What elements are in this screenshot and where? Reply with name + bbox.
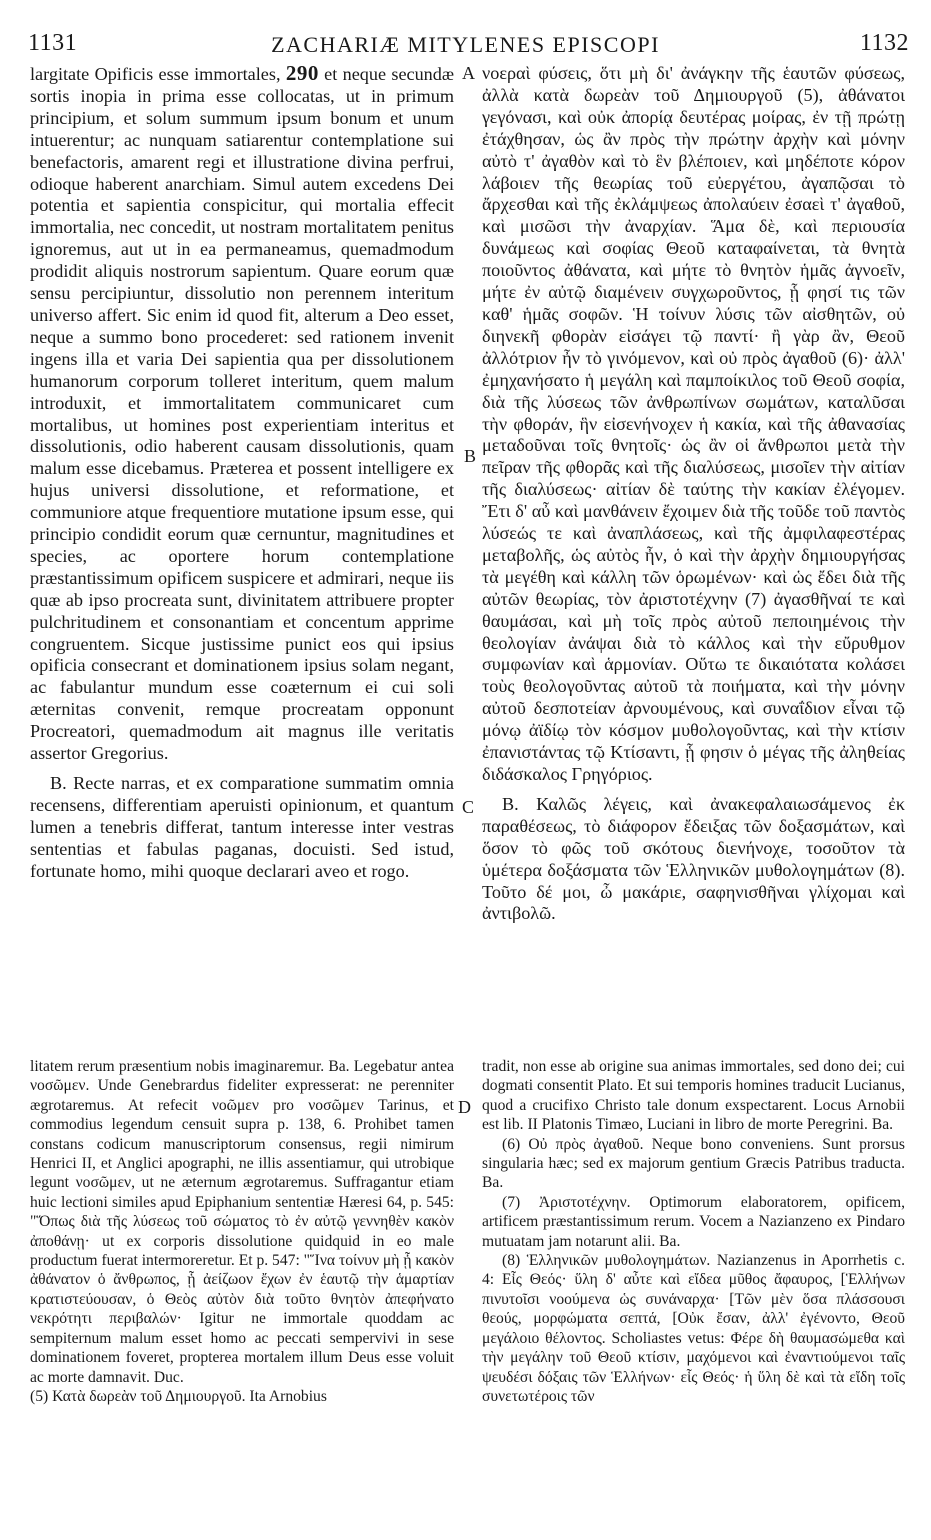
latin-paragraph-2: B. Recte narras, et ex comparatione summatim omnia recensens, differentiam aperuisti opinionum, et quantum lumen a tenebris differat, tantum interesse inter vestras sententias et fabulas paganas, docuisti. Sed istud, fortunate homo, mihi quoque declarari aveo et rogo. xyxy=(30,773,454,881)
footnote-6: (6) Οὐ πρὸς ἀγαθοῦ. Neque bono conveniens. Sunt prorsus singularia hæc; sed ex majorum gentium Græcis Patribus traducta. Ba. xyxy=(482,1135,905,1192)
footnotes-right xyxy=(482,1057,905,1406)
running-title: ZACHARIÆ MITYLENES EPISCOPI xyxy=(271,32,660,57)
footnote-5-continued: tradit, non esse ab origine sua animas immortales, sed dono dei; cui dogmati consentit Plato. Et sui temporis homines traducit Lucianus, quod a crucifixo Christo tale donum exspectarent. Locus Arnobii est lib. II Platonis Timæo, Luciani in libro de morte Peregrini. Ba. xyxy=(482,1058,905,1134)
margin-marker-b: B xyxy=(464,446,477,466)
margin-marker-c: C xyxy=(462,797,475,817)
latin-paragraph-1-start: largitate Opificis esse immortales, xyxy=(30,64,281,84)
latin-paragraph-1-rest: et neque secundæ sortis inopia in prima esse collocatas, ut in primum principium, et solum summum ipsum bonum et unum intuerentur; ac nunquam satiarentur contemplatione sui benefactoris, amarent regi et illustratione divina perfrui, odioque haberent anarchiam. Simul autem excedens Dei potentia et sapientia conspicitur, qui mortalia effecit immortalia, nec concedit, ut nostram mortalitatem penitus ignoremus, aut ut in ea permaneamus, quemadmodum prodidit aliquis nostrorum sapientum. Quare eorum quæ sensu percipiuntur, dissolutio non perennem interitum universo affert. Sic enim id quod fit, alterum a Deo esset, neque a summo bono procederet: sed rationem invenit ingens illa et varia Dei sapientia qua per dissolutionem humanorum corporum tolleret interitum, quem malum introduxit, et immortalitatem communicaret cum mortalibus, ut homines post experientiam interitus et dissolutionis, odio haberent causam dissolutionis, quam malum esse dicebamus. Præterea et possent intelligere ex hujus universi dissolutione, et reformatione, et communiore atque frequentiore mutatione ipsum esse, qui principio condidit eorum quæ cernuntur, magnitudines et species, ac oportere horum contemplatione præstantissimum opificem suspicere et admirari, neque iis quæ ab ipso procreata sunt, divinitatem attribuere propter pulchritudinem et consonantiam et concentum apprime congruentem. Sicque justissime punict eos qui ipsius opificia consecrant et dominationem ipsius solam negant, ac fabulantur mundum esse coæternum ei cui soli æternitas convenit, remque procreatam opponunt Procreatori, quemadmodum ait magnus ille veritatis assertor Gregorius. xyxy=(30,64,454,764)
latin-column xyxy=(30,63,454,883)
running-header xyxy=(0,30,931,60)
footnote-8: (8) Ἑλληνικῶν μυθολογημάτων. Nazianzenus in Aporrhetis c. 4: Εἷς Θεός· ὕλη δ' αὖτε καὶ εἴδεα μῦθος ἄφαυρος, [Ἑλλήνων πινυτοῖσι νοούμενα ὡς συνάναρχα· [Τῶν μὲν ὅσα πλάσσουσι θεούς, μορφώματα σεπτά, [Οὐκ ἔσαν, ἀλλ' ἐγένοντο, Θεοῦ μεγάλοιο θέλοντος. Scholiastes vetus: Φέρε δὴ θαυμασώμεθα καὶ τὴν μεγάλην τοῦ Θεοῦ κτίσιν, μαχόμενοι καὶ ἐναντιούμενοι ταῖς ψευδέσι δόξαις τῶν Ἑλλήνων· εἷς Θεός· ἡ ὕλη δὲ καὶ τὰ εἴδη τοῖς συνετωτέροις τῶν xyxy=(482,1252,905,1405)
footnote-7: (7) Ἀριστοτέχνην. Optimorum elaboratorem, opificem, artificem præstantissimum rerum. Vocem a Nazianzeno ex Pindaro mutuatam jam notarunt alii. Ba. xyxy=(482,1193,905,1250)
greek-paragraph-1: νοεραὶ φύσεις, ὅτι μὴ δι' ἀνάγκην τῆς ἑαυτῶν φύσεως, ἀλλὰ κατὰ δωρεὰν τοῦ Δημιουργοῦ (5), ἀθάνατοι γεγόνασι, καὶ οὐκ ἀπορίᾳ δευτέρας μοίρας, ἐν τῇ πρώτῃ ἐτάχθησαν, ὡς ἂν πρὸς τὴν πρώτην ἀρχὴν καὶ μόνην αὐτὸ τ' ἀγαθὸν καὶ τὸ ἓν βλέποιεν, καὶ μηδέποτε κόρον λάβοιεν τῆς θεωρίας τοῦ εὐεργέτου, ἀγαπῷσαι τὸ ἄρχεσθαι καὶ τῆς ἐκλάμψεως ἀπολαύειν ἐσαεὶ τ' ἀγαθοῦ, καὶ μισῶσι τὴν ἀναρχίαν. Ἅμα δὲ, καὶ περιουσία δυνάμεως καὶ σοφίας Θεοῦ καταφαίνεται, τὰ θνητὰ ποιοῦντος ἀθάνατα, καὶ μήτε τὸ θνητὸν ἡμᾶς ἀγνοεῖν, μήτε ἐν αὐτῷ διαμένειν συγχωροῦντος, ᾗ φησί τις τῶν καθ' ἡμᾶς σοφῶν. Ἡ τοίνυν λύσις τῶν αἰσθητῶν, οὐ διηνεκῆ φθορὰν εἰσάγει τῷ παντί· ἢ γὰρ ἂν, Θεοῦ ἀλλότριον ἦν τὸ γινόμενον, καὶ οὐ πρὸς ἀγαθοῦ (6)· ἀλλ' ἐμηχανήσατο ἡ μεγάλη καὶ παμποίκιλος τοῦ Θεοῦ σοφία, διὰ τῆς λύσεως τῶν ἀνθρωπίνων σωμάτων, καταλῦσαι τὴν φθοράν, ἣν εἰσενήνοχεν ἡ κακία, καὶ τῆς ἀθανασίας μεταδοῦναι τοῖς θνητοῖς· ὡς ἂν οἱ ἄνθρωποι μετὰ τὴν πεῖραν τῆς φθορᾶς καὶ τῆς διαλύσεως, μισοῖεν τὴν αἰτίαν τῆς διαλύσεως· αἰτίαν δὲ ταύτης τὴν κακίαν ἐλέγομεν. Ἔτι δ' αὖ καὶ μανθάνειν ἔχοιμεν διὰ τῆς τοῦδε τοῦ παντὸς λύσεώς τε καὶ ἀναπλάσεως, καὶ τῆς ἀμφιλαφεστέρας μεταβολῆς, ὡς αὐτὸς ἦν, ὁ καὶ τὴν ἀρχὴν δημιουργήσας τὰ μεγέθη καὶ κάλλη τῶν ὁρωμένων· καὶ ὡς ἔδει διὰ τῆς αὐτῶν θεωρίας, τὸν ἀριστοτέχνην (7) ἀγασθῆναί τε καὶ θαυμάσαι, καὶ μὴ τοῖς πρὸς αὐτοῦ πεποιημένοις τὴν θεολογίαν ἀνάψαι διὰ τὸ κάλλος καὶ τὴν εὔρυθμον συμφωνίαν καὶ ἁρμονίαν. Οὕτω τε δικαιότατα κολάσει τοὺς θεολογοῦντας αὐτοῦ τὰ ποιήματα, καὶ τὴν μόνην αὐτοῦ δεσποτείαν ἀρνουμένους, καὶ συναΐδιον εἶναι τῷ μόνῳ ἀϊδίῳ τὸν κόσμον μυθολογοῦντας, καὶ τὴν κτίσιν ἐπανιστάντας τῷ Κτίσαντι, ᾗ φησιν ὁ μέγας τῆς ἀληθείας διδάσκαλος Γρηγόριος. xyxy=(482,63,905,784)
page-number-left: 1131 xyxy=(28,30,78,56)
page-number-right: 1132 xyxy=(859,30,909,56)
greek-paragraph-2: Β. Καλῶς λέγεις, καὶ ἀνακεφαλαιωσάμενος ἐκ παραθέσεως, τὸ διάφορον ἔδειξας τῶν δοξασμάτων, καὶ ὅσον τὸ φῶς τοῦ σκότους διενήνοχε, τοσοῦτον τὰ ὑμέτερα δοξάσματα τῶν Ἑλληνικῶν μυθολογημάτων (8). Τοῦτο δέ μοι, ὦ μακάριε, σαφηνισθῆναι γλίχομαι καὶ ἀντιβολῶ. xyxy=(482,793,905,924)
greek-column xyxy=(482,63,905,925)
margin-marker-d: D xyxy=(458,1097,471,1117)
footnote-left-text: litatem rerum præsentium nobis imaginaremur. Ba. Legebatur antea νοσῶμεν. Unde Genebrardus fideliter expresserat: ne perenniter ægrotaremus. At refecit νοῶμεν pro νοσῶμεν Tarinus, et commodius legendum censuit supra p. 138, 6. Prohibet tamen constans codicum manuscriptorum consensus, regii nimirum Henrici II, et Anglici apographi, ne illis assentiamur, qui utrobique legunt νοσῶμεν, ut ne æternum ægrotaremus. Suffragantur etiam huic lectioni similes apud Epiphanium sententiæ Hæresi 64, p. 545: "Ὅπως διὰ τῆς λύσεως τοῦ σώματος τὸ ἐν αὐτῷ γεννηθὲν κακὸν ἀποθάνῃ· ut ex corporis dissolutione quidquid in eo male productum fuerat intermoreretur. Et p. 547: "Ἵνα τοίνυν μὴ ᾖ κακὸν ἀθάνατον ὁ ἄνθρωπος, ᾗ ἀείζωον ἔχων ἐν ἑαυτῷ τὴν ἁμαρτίαν κρατιστεύουσαν, ὁ Θεὸς αὐτὸν διὰ τοῦτο θνητὸν ἀπεφήνατο νεκρότητι περιβαλών· Igitur ne immortale quoddam ac sempiternum malum esset homo ac peccati sempervivi in sese dominationem foveret, propterea mortalem illum Deus esse voluit ac morte damnavit. Duc. xyxy=(30,1058,454,1386)
column-number: 290 xyxy=(285,61,319,85)
latin-paragraph-1 xyxy=(30,63,454,765)
margin-marker-a: A xyxy=(462,63,475,83)
footnote-5-start: (5) Κατὰ δωρεὰν τοῦ Δημιουργοῦ. Ita Arnobius xyxy=(30,1387,327,1405)
footnotes-left xyxy=(30,1057,454,1406)
